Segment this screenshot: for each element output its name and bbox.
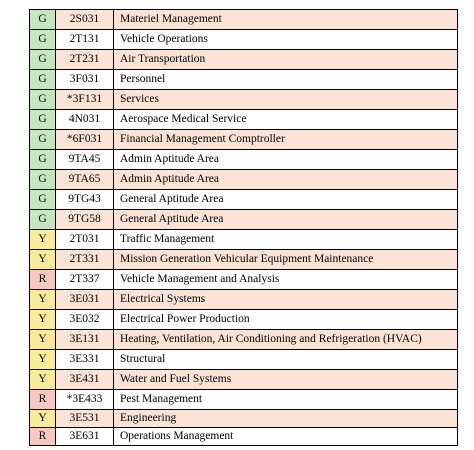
title-cell: Electrical Systems	[114, 290, 458, 310]
code-cell: 9TA45	[56, 150, 114, 170]
title-cell: Operations Management	[114, 428, 458, 446]
code-cell: 3E031	[56, 290, 114, 310]
title-cell: Aerospace Medical Service	[114, 110, 458, 130]
code-cell: 2T231	[56, 50, 114, 70]
table-row	[30, 310, 458, 330]
title-cell: Heating, Ventilation, Air Conditioning and Refrigeration (HVAC)	[114, 330, 458, 350]
status-cell: G	[30, 30, 56, 50]
title-cell: General Aptitude Area	[114, 190, 458, 210]
code-cell: *6F031	[56, 130, 114, 150]
code-cell: *3E433	[56, 390, 114, 410]
table-row	[30, 428, 458, 446]
afsc-status-table	[29, 9, 458, 446]
status-cell: Y	[30, 250, 56, 270]
table-row	[30, 10, 458, 30]
status-cell: G	[30, 170, 56, 190]
status-cell: G	[30, 50, 56, 70]
status-cell: G	[30, 110, 56, 130]
status-cell: G	[30, 210, 56, 230]
table-row	[30, 210, 458, 230]
status-cell: G	[30, 70, 56, 90]
code-cell: 2S031	[56, 10, 114, 30]
table-row	[30, 330, 458, 350]
table-row	[30, 30, 458, 50]
code-cell: 3E131	[56, 330, 114, 350]
table-row	[30, 110, 458, 130]
status-cell: G	[30, 10, 56, 30]
title-cell: Personnel	[114, 70, 458, 90]
code-cell: 4N031	[56, 110, 114, 130]
table-row	[30, 170, 458, 190]
title-cell: Air Transportation	[114, 50, 458, 70]
title-cell: General Aptitude Area	[114, 210, 458, 230]
status-cell: Y	[30, 330, 56, 350]
code-cell: 3E631	[56, 428, 114, 446]
status-cell: G	[30, 130, 56, 150]
table-row	[30, 270, 458, 290]
table-row	[30, 190, 458, 210]
table-row	[30, 390, 458, 410]
status-cell: Y	[30, 310, 56, 330]
status-cell: G	[30, 90, 56, 110]
code-cell: 2T031	[56, 230, 114, 250]
title-cell: Vehicle Operations	[114, 30, 458, 50]
table-row	[30, 50, 458, 70]
code-cell: 9TA65	[56, 170, 114, 190]
table-row	[30, 410, 458, 428]
status-cell: Y	[30, 290, 56, 310]
status-cell: R	[30, 390, 56, 410]
status-cell: R	[30, 270, 56, 290]
table-row	[30, 90, 458, 110]
table-row	[30, 290, 458, 310]
title-cell: Admin Aptitude Area	[114, 150, 458, 170]
table-row	[30, 250, 458, 270]
title-cell: Mission Generation Vehicular Equipment Maintenance	[114, 250, 458, 270]
code-cell: *3F131	[56, 90, 114, 110]
code-cell: 3F031	[56, 70, 114, 90]
title-cell: Pest Management	[114, 390, 458, 410]
title-cell: Structural	[114, 350, 458, 370]
status-cell: G	[30, 150, 56, 170]
table-row	[30, 370, 458, 390]
code-cell: 3E531	[56, 410, 114, 428]
code-cell: 3E331	[56, 350, 114, 370]
status-cell: Y	[30, 410, 56, 428]
title-cell: Financial Management Comptroller	[114, 130, 458, 150]
status-cell: G	[30, 190, 56, 210]
code-cell: 9TG58	[56, 210, 114, 230]
title-cell: Materiel Management	[114, 10, 458, 30]
status-cell: R	[30, 428, 56, 446]
afsc-status-table-container	[29, 9, 450, 446]
table-row	[30, 70, 458, 90]
title-cell: Water and Fuel Systems	[114, 370, 458, 390]
title-cell: Electrical Power Production	[114, 310, 458, 330]
title-cell: Traffic Management	[114, 230, 458, 250]
table-row	[30, 150, 458, 170]
code-cell: 2T331	[56, 250, 114, 270]
status-cell: Y	[30, 230, 56, 250]
code-cell: 3E032	[56, 310, 114, 330]
code-cell: 2T131	[56, 30, 114, 50]
code-cell: 9TG43	[56, 190, 114, 210]
table-row	[30, 230, 458, 250]
title-cell: Vehicle Management and Analysis	[114, 270, 458, 290]
title-cell: Services	[114, 90, 458, 110]
code-cell: 2T337	[56, 270, 114, 290]
title-cell: Admin Aptitude Area	[114, 170, 458, 190]
code-cell: 3E431	[56, 370, 114, 390]
table-body	[30, 10, 458, 446]
status-cell: Y	[30, 370, 56, 390]
table-row	[30, 350, 458, 370]
table-row	[30, 130, 458, 150]
status-cell: Y	[30, 350, 56, 370]
title-cell: Engineering	[114, 410, 458, 428]
